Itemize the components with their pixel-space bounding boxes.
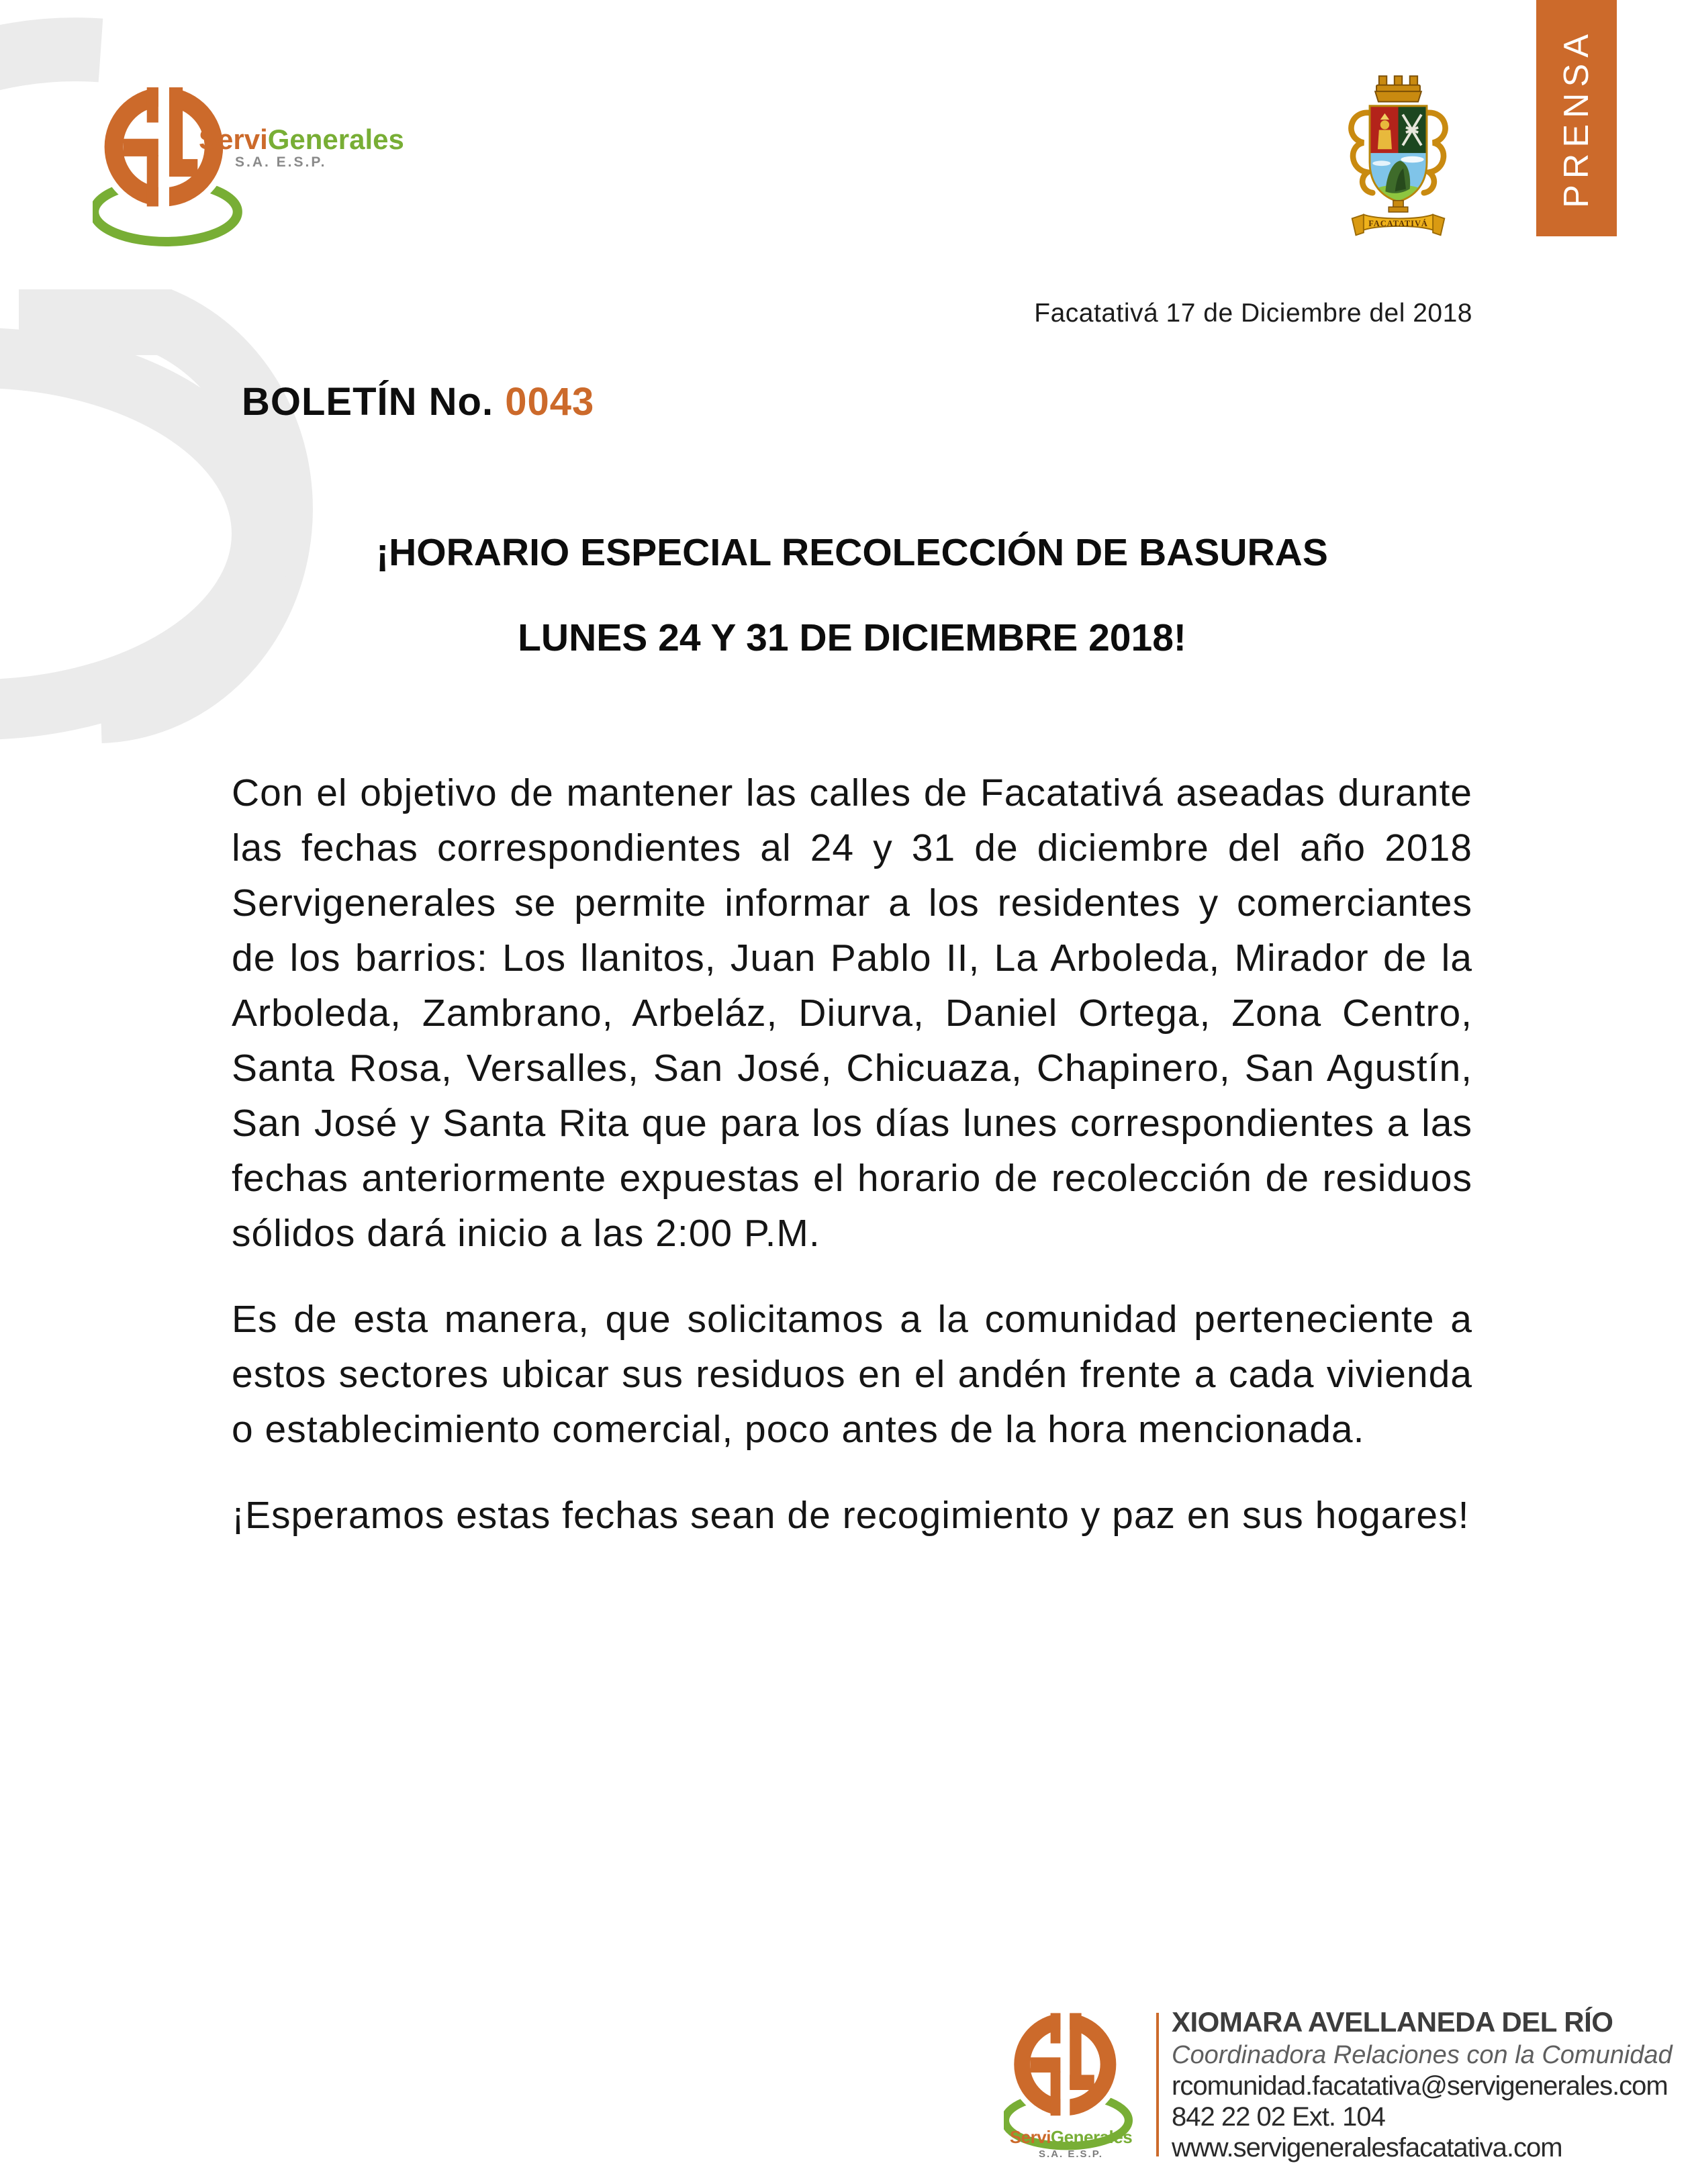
date-line: Facatativá 17 de Diciembre del 2018 xyxy=(1034,299,1472,328)
body-paragraph-2: Es de esta manera, que solicitamos a la comunidad perteneciente a estos sectores ubicar sus residuos en el andén frente a cada vivienda o establecimiento comercial, poco antes de la hora mencionada. xyxy=(232,1298,1472,1451)
body-text xyxy=(232,765,1472,1543)
facatativa-crest-icon xyxy=(1333,66,1464,239)
contact-name: XIOMARA AVELLANEDA DEL RÍO xyxy=(1172,2006,1613,2038)
crest-banner-text: FACATATIVÁ xyxy=(1368,218,1428,228)
prensa-banner-label: PRENSA xyxy=(1557,28,1596,208)
title-line-2: LUNES 24 Y 31 DE DICIEMBRE 2018! xyxy=(518,616,1186,659)
crest-pedestal xyxy=(1389,201,1408,212)
brand-suffix: Generales xyxy=(267,124,404,155)
bulletin-number-line xyxy=(242,379,594,424)
sg-monogram-icon xyxy=(93,79,248,248)
servigenerales-logo xyxy=(93,79,496,260)
contact-role: Coordinadora Relaciones con la Comunidad xyxy=(1172,2041,1673,2069)
brand-legal-suffix: S.A. E.S.P. xyxy=(235,154,327,170)
document-title xyxy=(232,529,1472,661)
brand-prefix: Servi xyxy=(1009,2127,1051,2147)
footer-servigenerales-logo xyxy=(1004,2006,1138,2174)
footer-brand-legal-suffix: S.A. E.S.P. xyxy=(1039,2148,1103,2160)
brand-suffix: Generales xyxy=(1050,2127,1133,2147)
watermark-orbit xyxy=(0,358,262,710)
footer-brand-wordmark xyxy=(1004,2127,1138,2148)
brand-wordmark xyxy=(199,124,404,156)
crest-ribbon xyxy=(1352,215,1445,236)
body-paragraph-1: Con el objetivo de mantener las calles de Facatativá aseadas durante las fechas correspondientes al 24 y 31 de diciembre del año 2018 Servigenerales se permite informar a los residentes y comerciantes de los barrios: Los llanitos, Juan Pablo II, La Arboleda, Mirador de la Arboleda, Zambrano, Arbeláz, Diurva, Daniel Ortega, Zona Centro, Santa Rosa, Versalles, San José, Chicuaza, Chapinero, San Agustín, San José y Santa Rita que para los días lunes correspondientes a las fechas anteriormente expuestas el horario de recolección de residuos sólidos dará inicio a las 2:00 P.M. xyxy=(232,771,1472,1255)
title-line-1: ¡HORARIO ESPECIAL RECOLECCIÓN DE BASURAS xyxy=(376,531,1328,574)
footer-contact-block xyxy=(1172,2006,1673,2163)
crest-landscape xyxy=(1370,153,1425,204)
watermark-s-arc xyxy=(0,50,101,178)
contact-phone: 842 22 02 Ext. 104 xyxy=(1172,2102,1385,2132)
footer-divider-line xyxy=(1156,2013,1159,2156)
contact-website: www.servigeneralesfacatativa.com xyxy=(1172,2133,1562,2163)
contact-email: rcomunidad.facatativa@servigenerales.com xyxy=(1172,2071,1668,2101)
body-paragraph-3: ¡Esperamos estas fechas sean de recogimiento y paz en sus hogares! xyxy=(232,1494,1470,1537)
brand-prefix: Servi xyxy=(199,124,268,155)
prensa-banner xyxy=(1536,0,1617,236)
bulletin-label: BOLETÍN No. xyxy=(242,380,506,424)
crest-crown xyxy=(1375,76,1421,101)
bulletin-number: 0043 xyxy=(505,380,595,424)
